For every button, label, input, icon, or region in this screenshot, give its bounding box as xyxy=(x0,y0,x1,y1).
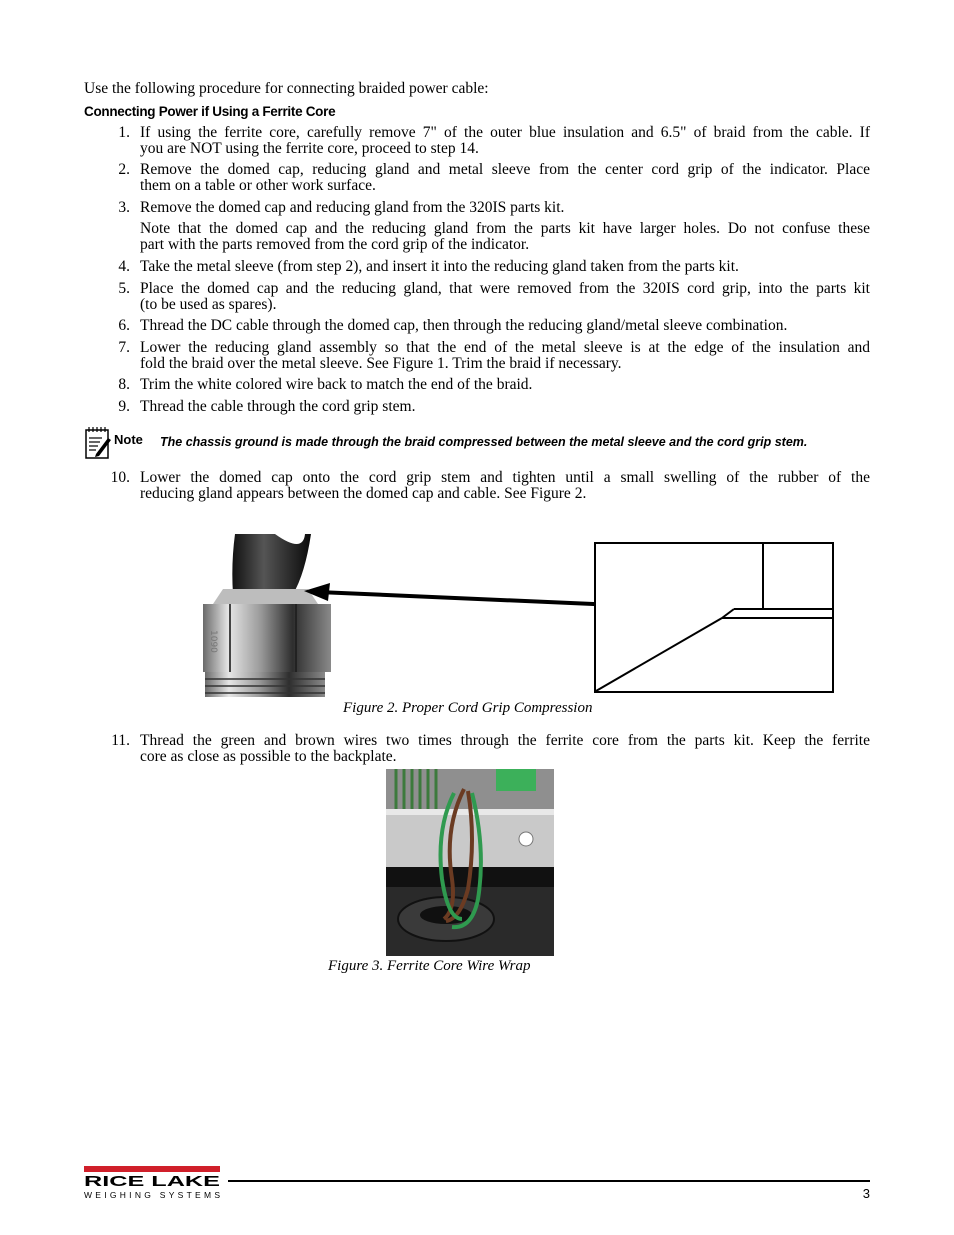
step-text-line: Note that the domed cap and the reducing gland from the parts kit have larger holes. Do not confuse these xyxy=(140,220,870,237)
logo-wordmark: RICE LAKE xyxy=(84,1173,220,1190)
step-text-line: part with the parts removed from the cord grip of the indicator. xyxy=(140,236,530,253)
step-text-line: core as close as possible to the backplate. xyxy=(140,748,397,765)
step-text-line: you are NOT using the ferrite core, proceed to step 14. xyxy=(140,140,479,157)
section-heading: Connecting Power if Using a Ferrite Core xyxy=(84,104,336,119)
figure-2-caption: Figure 2. Proper Cord Grip Compression xyxy=(343,700,593,716)
step-text-line: Remove the domed cap and reducing gland from the 320IS parts kit. xyxy=(140,199,565,216)
step-text-line: them on a table or other work surface. xyxy=(140,177,376,194)
step-number: 7. xyxy=(118,339,130,356)
step-number: 9. xyxy=(118,398,130,415)
step-text-line: Take the metal sleeve (from step 2), and insert it into the reducing gland taken from the parts kit. xyxy=(140,258,739,275)
step-text-line: fold the braid over the metal sleeve. See Figure 1. Trim the braid if necessary. xyxy=(140,355,622,372)
step-text-line: (to be used as spares). xyxy=(140,296,277,313)
step-text-line: Trim the white colored wire back to match the end of the braid. xyxy=(140,376,533,393)
step-number: 2. xyxy=(118,161,130,178)
step-text-line: If using the ferrite core, carefully remove 7" of the outer blue insulation and 6.5" of braid from the cable. If xyxy=(140,124,870,141)
step-number: 10. xyxy=(110,469,130,486)
step-text-line: Thread the green and brown wires two times through the ferrite core from the parts kit. Keep the ferrite xyxy=(140,732,870,749)
photo-hex-marking: 1090 xyxy=(208,630,218,653)
step-number: 11. xyxy=(111,732,130,749)
step-text-line: Place the domed cap and the reducing gland, that were removed from the 320IS cord grip, into the parts kit xyxy=(140,280,870,297)
step-number: 6. xyxy=(118,317,130,334)
step-text-line: Lower the reducing gland assembly so that the end of the metal sleeve is at the edge of the insulation and xyxy=(140,339,870,356)
figure-3-caption: Figure 3. Ferrite Core Wire Wrap xyxy=(328,958,531,974)
step-number: 5. xyxy=(118,280,130,297)
step-number: 8. xyxy=(118,376,130,393)
note-label: Note xyxy=(114,432,143,447)
step-number: 1. xyxy=(118,124,130,141)
note-block xyxy=(84,426,884,462)
intro-text: Use the following procedure for connecting braided power cable: xyxy=(84,80,489,97)
note-text: The chassis ground is made through the braid compressed between the metal sleeve and the cord grip stem. xyxy=(160,435,808,449)
footer-rule xyxy=(228,1180,870,1182)
step-text-line: reducing gland appears between the domed cap and cable. See Figure 2. xyxy=(140,485,587,502)
step-text-line: Thread the DC cable through the domed cap, then through the reducing gland/metal sleeve combination. xyxy=(140,317,788,334)
note-pad-icon xyxy=(84,426,112,460)
step-text-line: Thread the cable through the cord grip stem. xyxy=(140,398,416,415)
ferrite-core-photo xyxy=(386,769,554,956)
page-number: 3 xyxy=(862,1186,870,1201)
cross-section-diagram xyxy=(594,542,834,693)
step-text-line: Remove the domed cap, reducing gland and metal sleeve from the center cord grip of the indicator. Place xyxy=(140,161,870,178)
step-number: 4. xyxy=(118,258,130,275)
step-number: 3. xyxy=(118,199,130,216)
logo-tagline: WEIGHING SYSTEMS xyxy=(84,1190,220,1200)
rice-lake-logo xyxy=(84,1166,224,1202)
step-text-line: Lower the domed cap onto the cord grip stem and tighten until a small swelling of the rubber of the xyxy=(140,469,870,486)
